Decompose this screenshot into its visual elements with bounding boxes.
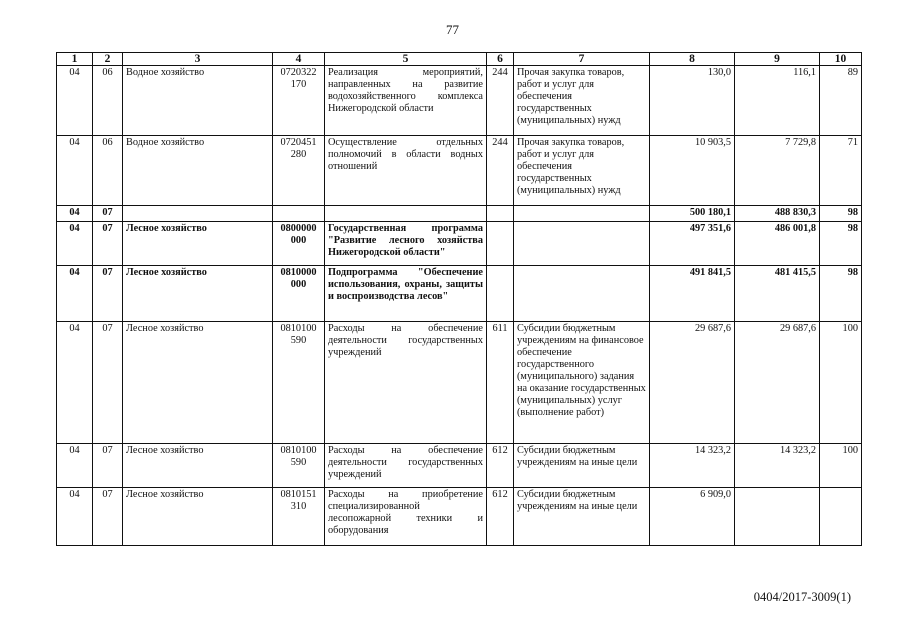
header-cell: 4: [273, 53, 325, 66]
table-row: [57, 488, 862, 546]
budget-table: [56, 52, 862, 546]
name-cell: Водное хозяйство: [123, 136, 273, 206]
header-cell: 5: [325, 53, 487, 66]
expense-desc-cell: [514, 266, 650, 322]
table-row: [57, 444, 862, 488]
target-code-cell: 0720322 170: [273, 66, 325, 136]
expense-type-cell: 612: [487, 444, 514, 488]
expense-type-cell: [487, 266, 514, 322]
name-cell: Водное хозяйство: [123, 66, 273, 136]
target-code-cell: 0800000 000: [273, 222, 325, 266]
program-cell: [325, 206, 487, 222]
section-cell: 04: [57, 444, 93, 488]
name-cell: Лесное хозяйство: [123, 444, 273, 488]
section-cell: 04: [57, 136, 93, 206]
expense-desc-cell: [514, 222, 650, 266]
table-row: [57, 322, 862, 444]
name-cell: [123, 206, 273, 222]
section-cell: 04: [57, 206, 93, 222]
subtotal-row: [57, 206, 862, 222]
header-cell: 10: [820, 53, 862, 66]
header-cell: 3: [123, 53, 273, 66]
header-cell: 7: [514, 53, 650, 66]
expense-desc-cell: Прочая закупка товаров, работ и услуг для обеспечения государственных (муниципальных) нужд: [514, 66, 650, 136]
section-cell: 04: [57, 222, 93, 266]
actual-amount-cell: 14 323,2: [735, 444, 820, 488]
header-cell: 2: [93, 53, 123, 66]
table-row: [57, 66, 862, 136]
program-cell: Расходы на обеспечение деятельности государственных учреждений: [325, 444, 487, 488]
section-cell: 04: [57, 266, 93, 322]
table-row: [57, 136, 862, 206]
plan-amount-cell: 14 323,2: [650, 444, 735, 488]
percent-cell: 100: [820, 444, 862, 488]
program-cell: Осуществление отдельных полномочий в области водных отношений: [325, 136, 487, 206]
expense-desc-cell: Прочая закупка товаров, работ и услуг для обеспечения государственных (муниципальных) нужд: [514, 136, 650, 206]
name-cell: Лесное хозяйство: [123, 488, 273, 546]
header-cell: 6: [487, 53, 514, 66]
subsection-cell: 07: [93, 222, 123, 266]
target-code-cell: 0810000 000: [273, 266, 325, 322]
plan-amount-cell: 130,0: [650, 66, 735, 136]
header-cell: 8: [650, 53, 735, 66]
header-row: [57, 53, 862, 66]
section-cell: 04: [57, 488, 93, 546]
expense-type-cell: 611: [487, 322, 514, 444]
subsection-cell: 06: [93, 136, 123, 206]
plan-amount-cell: 497 351,6: [650, 222, 735, 266]
header-cell: 1: [57, 53, 93, 66]
plan-amount-cell: 29 687,6: [650, 322, 735, 444]
subprogram-row: [57, 266, 862, 322]
expense-desc-cell: [514, 206, 650, 222]
document-code: 0404/2017-3009(1): [753, 590, 851, 604]
target-code-cell: 0810100 590: [273, 444, 325, 488]
expense-type-cell: 244: [487, 136, 514, 206]
plan-amount-cell: 6 909,0: [650, 488, 735, 546]
program-cell: Реализация мероприятий, направленных на развитие водохозяйственного комплекса Нижегородской области: [325, 66, 487, 136]
subsection-cell: 07: [93, 488, 123, 546]
percent-cell: 89: [820, 66, 862, 136]
target-code-cell: 0810151 310: [273, 488, 325, 546]
expense-type-cell: 612: [487, 488, 514, 546]
expense-desc-cell: Субсидии бюджетным учреждениям на финансовое обеспечение государственного (муниципального) задания на оказание государственных (муниципальных) услуг (выполнение работ): [514, 322, 650, 444]
page-number: 77: [446, 22, 459, 37]
actual-amount-cell: 29 687,6: [735, 322, 820, 444]
percent-cell: 98: [820, 266, 862, 322]
section-cell: 04: [57, 66, 93, 136]
plan-amount-cell: 500 180,1: [650, 206, 735, 222]
name-cell: Лесное хозяйство: [123, 322, 273, 444]
percent-cell: 100: [820, 322, 862, 444]
program-cell: Подпрограмма "Обеспечение использования, охраны, защиты и воспроизводства лесов": [325, 266, 487, 322]
program-cell: Государственная программа "Развитие лесного хозяйства Нижегородской области": [325, 222, 487, 266]
percent-cell: [820, 488, 862, 546]
expense-type-cell: [487, 222, 514, 266]
expense-desc-cell: Субсидии бюджетным учреждениям на иные цели: [514, 444, 650, 488]
target-code-cell: 0810100 590: [273, 322, 325, 444]
target-code-cell: 0720451 280: [273, 136, 325, 206]
plan-amount-cell: 491 841,5: [650, 266, 735, 322]
subsection-cell: 07: [93, 322, 123, 444]
expense-type-cell: [487, 206, 514, 222]
percent-cell: 98: [820, 222, 862, 266]
actual-amount-cell: [735, 488, 820, 546]
actual-amount-cell: 7 729,8: [735, 136, 820, 206]
subsection-cell: 06: [93, 66, 123, 136]
section-cell: 04: [57, 322, 93, 444]
program-cell: Расходы на обеспечение деятельности государственных учреждений: [325, 322, 487, 444]
subsection-cell: 07: [93, 206, 123, 222]
header-cell: 9: [735, 53, 820, 66]
program-row: [57, 222, 862, 266]
expense-type-cell: 244: [487, 66, 514, 136]
subsection-cell: 07: [93, 266, 123, 322]
expense-desc-cell: Субсидии бюджетным учреждениям на иные цели: [514, 488, 650, 546]
actual-amount-cell: 488 830,3: [735, 206, 820, 222]
actual-amount-cell: 481 415,5: [735, 266, 820, 322]
program-cell: Расходы на приобретение специализированной лесопожарной техники и оборудования: [325, 488, 487, 546]
target-code-cell: [273, 206, 325, 222]
percent-cell: 98: [820, 206, 862, 222]
actual-amount-cell: 486 001,8: [735, 222, 820, 266]
name-cell: Лесное хозяйство: [123, 266, 273, 322]
subsection-cell: 07: [93, 444, 123, 488]
plan-amount-cell: 10 903,5: [650, 136, 735, 206]
percent-cell: 71: [820, 136, 862, 206]
name-cell: Лесное хозяйство: [123, 222, 273, 266]
actual-amount-cell: 116,1: [735, 66, 820, 136]
